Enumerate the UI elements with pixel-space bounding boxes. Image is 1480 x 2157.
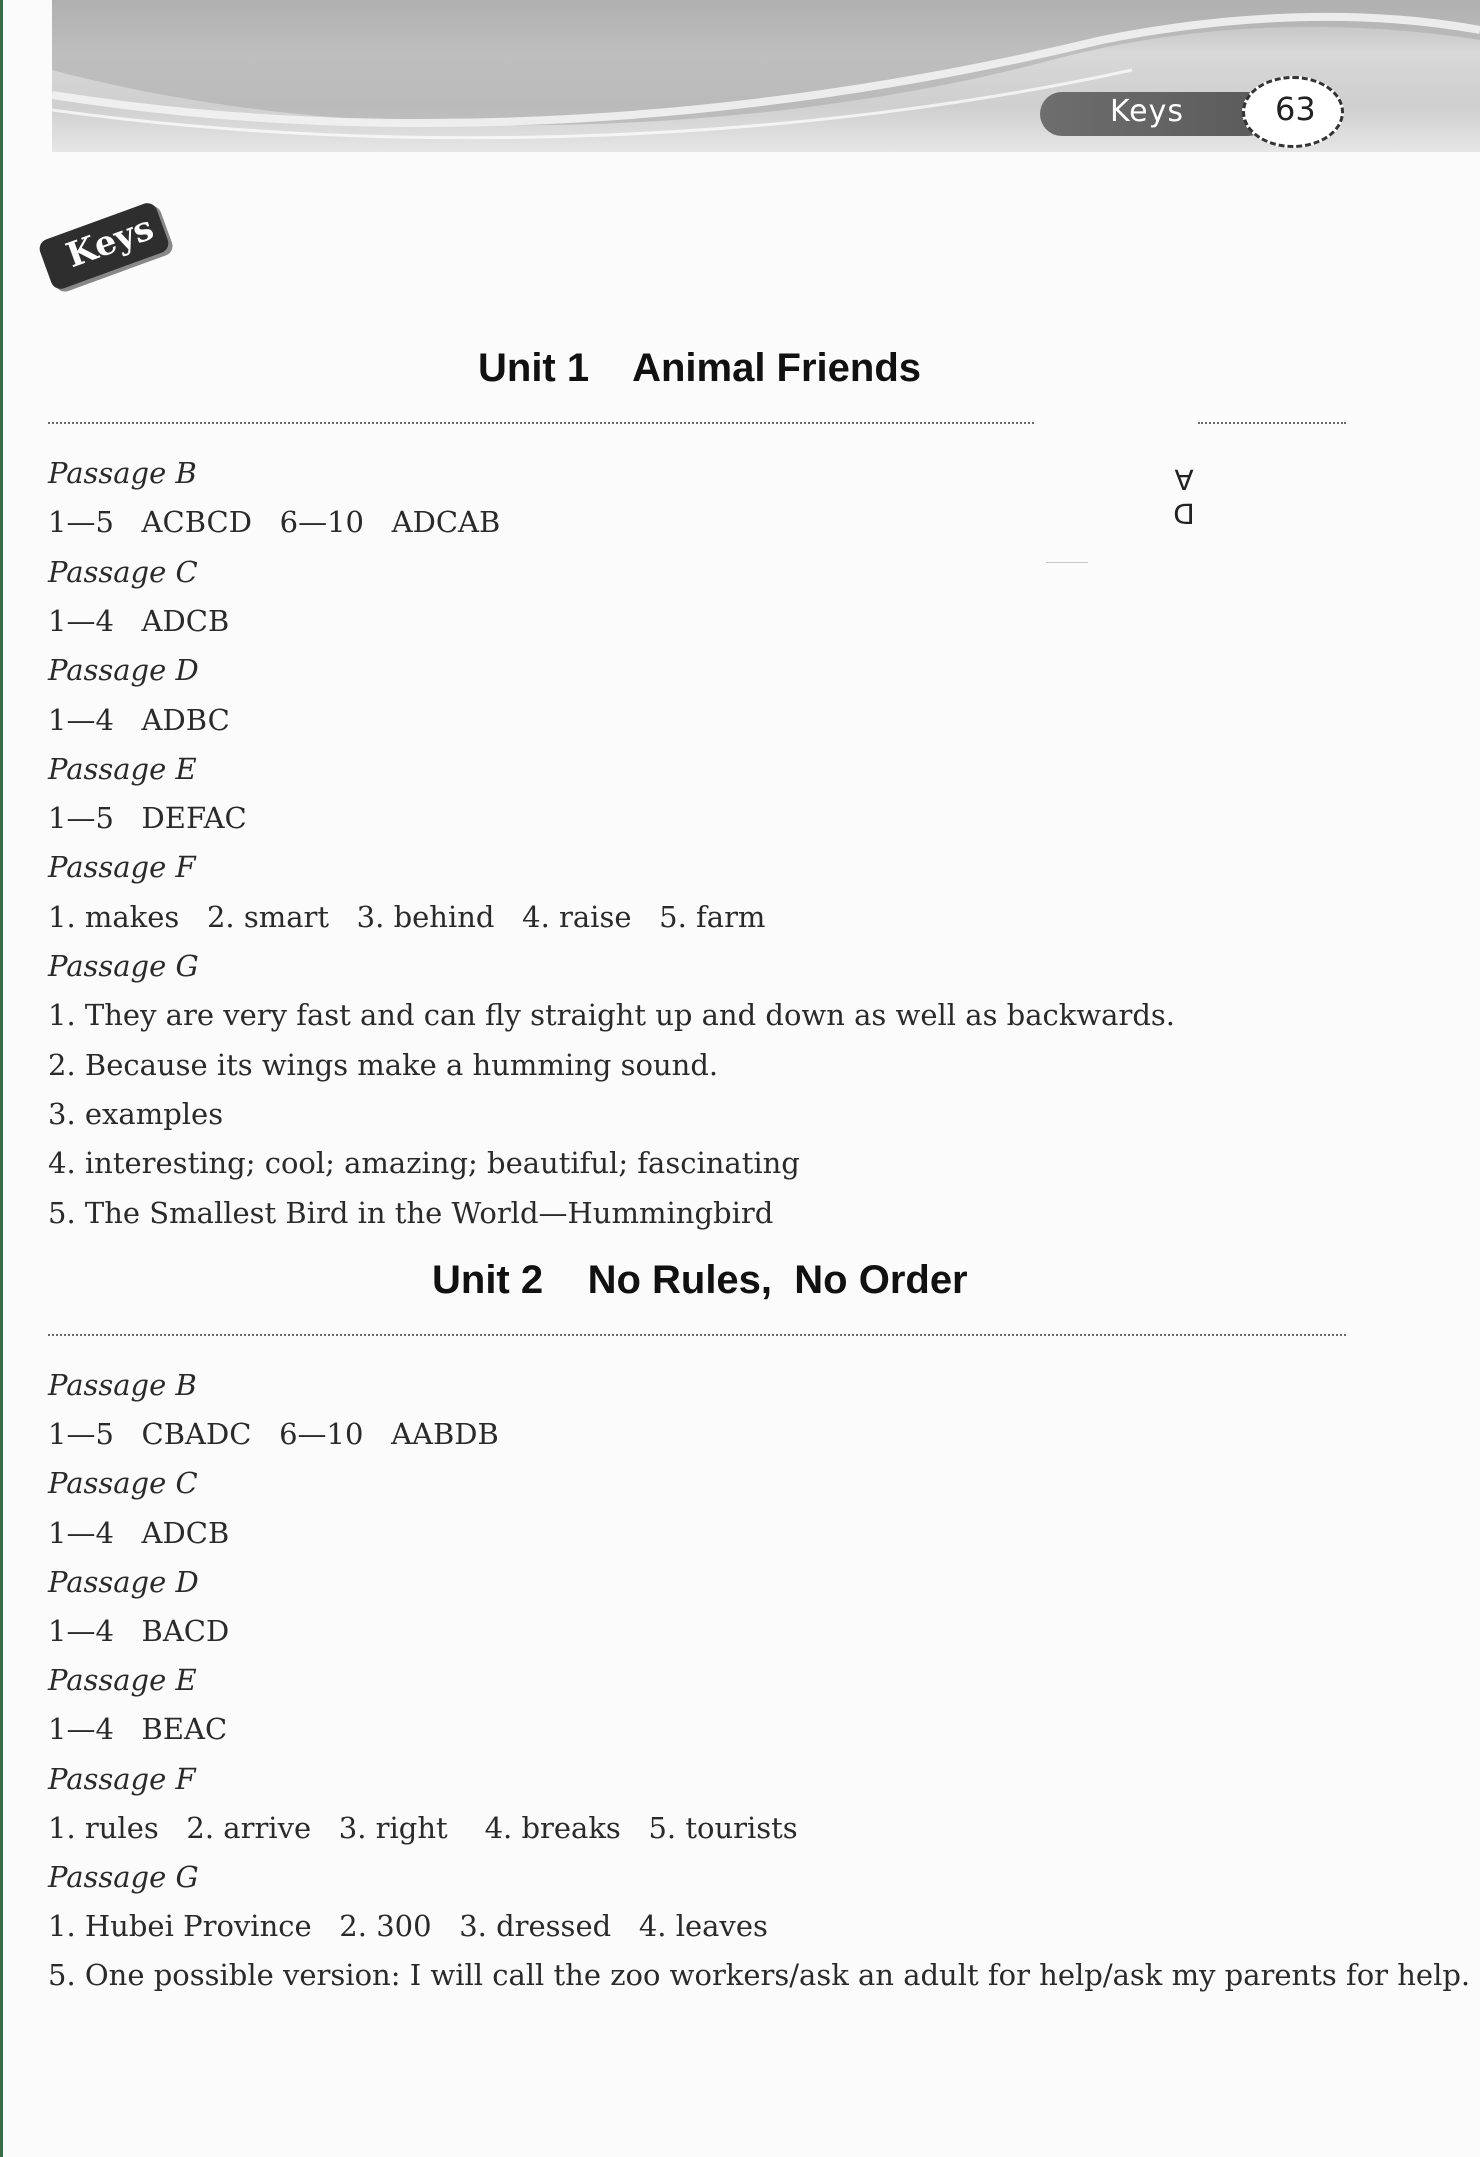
answer-line: 1—5 DEFAC [48,801,247,836]
side-mark-letter: D [1173,497,1195,530]
passage-heading: Passage F [48,1761,196,1796]
page-edge [0,0,3,2157]
passage-heading: Passage G [48,949,199,983]
answer-line: 1—4 BEAC [48,1712,228,1747]
keys-badge-label: Keys [61,207,159,277]
passage-heading: Passage G [48,1860,199,1894]
passage-heading: Passage C [48,554,198,589]
answer-line: 5. The Smallest Bird in the World—Hummingbird [48,1195,774,1230]
passage-heading: Passage C [48,1466,198,1501]
answer-line: 1—5 ACBCD 6—10 ADCAB [48,505,501,540]
page-number: 63 [1275,90,1316,128]
unit-2-title: Unit 2 No Rules, No Order [432,1258,968,1302]
section-label: Keys [1110,94,1185,129]
answer-line: 1. makes 2. smart 3. behind 4. raise 5. farm [48,899,766,934]
answer-line: 2. Because its wings make a humming sound. [48,1047,719,1082]
unit-1-title: Unit 1 Animal Friends [478,346,922,390]
unit-1-divider-right [1198,422,1346,424]
passage-heading: Passage D [48,653,199,688]
answer-line: 3. examples [48,1096,224,1131]
answer-line: 1—4 ADBC [48,702,230,737]
answer-line: 5. One possible version: I will call the zoo workers/ask an adult for help/ask my parents for help. [48,1958,1471,1993]
unit-1-divider [48,422,1034,424]
answer-line: 1. rules 2. arrive 3. right 4. breaks 5. tourists [48,1810,798,1845]
answer-line: 1—4 ADCB [48,1515,230,1550]
passage-heading: Passage D [48,1564,199,1599]
answer-line: 1—4 BACD [48,1614,230,1648]
answer-line: 4. interesting; cool; amazing; beautiful; fascinating [48,1146,800,1181]
passage-heading: Passage B [48,1368,197,1402]
scan-mark [1046,562,1088,563]
side-mark [1172,462,1196,530]
passage-heading: Passage B [48,456,197,490]
answer-line: 1. They are very fast and can fly straight up and down as well as backwards. [48,998,1175,1033]
answer-line: 1. Hubei Province 2. 300 3. dressed 4. leaves [48,1909,768,1944]
answer-line: 1—4 ADCB [48,603,230,638]
unit-2-divider [48,1334,1346,1336]
side-mark-letter: A [1174,463,1194,496]
passage-heading: Passage E [48,1663,197,1698]
passage-heading: Passage F [48,850,196,885]
passage-heading: Passage E [48,751,197,786]
answer-line: 1—5 CBADC 6—10 AABDB [48,1417,499,1452]
